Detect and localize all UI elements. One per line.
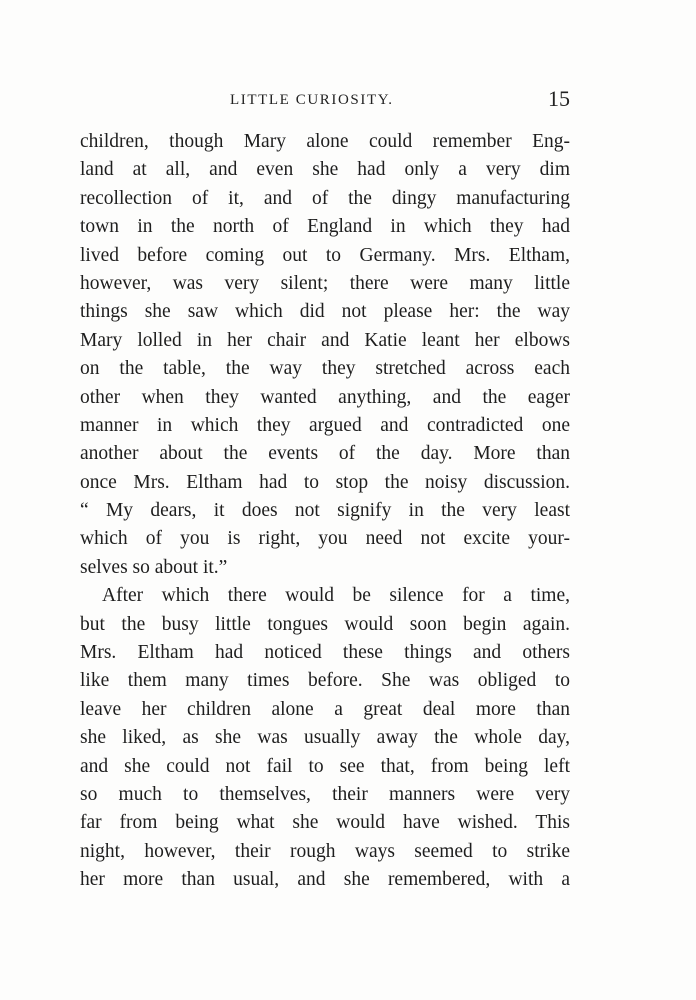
text-line: land at all, and even she had only a very dim bbox=[80, 159, 570, 181]
text-line: however, was very silent; there were many little bbox=[80, 272, 570, 294]
text-line: like them many times before. She was obliged to bbox=[80, 670, 570, 692]
text-line: Mrs. Eltham had noticed these things and others bbox=[80, 642, 570, 664]
text-line: night, however, their rough ways seemed to strike bbox=[80, 840, 570, 862]
text-line: things she saw which did not please her: the way bbox=[80, 301, 570, 323]
text-line: other when they wanted anything, and the eager bbox=[80, 386, 570, 408]
text-line: recollection of it, and of the dingy manufacturing bbox=[80, 187, 570, 209]
text-line: lived before coming out to Germany. Mrs. Eltham, bbox=[80, 244, 570, 266]
text-line: she liked, as she was usually away the whole day, bbox=[80, 727, 570, 749]
text-line: children, though Mary alone could remember Eng- bbox=[80, 131, 570, 152]
text-line: and she could not fail to see that, from being left bbox=[80, 755, 570, 777]
text-line: “ My dears, it does not signify in the very least bbox=[80, 500, 570, 522]
text-line: far from being what she would have wished. This bbox=[80, 812, 570, 834]
text-line: manner in which they argued and contradicted one bbox=[80, 414, 570, 436]
text-line: which of you is right, you need not excite your- bbox=[80, 528, 570, 550]
page-number: 15 bbox=[548, 86, 570, 111]
text-line: selves so about it.” bbox=[80, 556, 228, 578]
text-line: on the table, the way they stretched across each bbox=[80, 358, 570, 380]
running-title: LITTLE CURIOSITY. bbox=[230, 92, 394, 108]
body-text bbox=[80, 128, 570, 895]
text-line: leave her children alone a great deal more than bbox=[80, 698, 570, 720]
text-line: so much to themselves, their manners were very bbox=[80, 783, 570, 805]
text-line: After which there would be silence for a time, bbox=[102, 585, 570, 607]
text-line: Mary lolled in her chair and Katie leant her elbows bbox=[80, 329, 570, 351]
text-line: once Mrs. Eltham had to stop the noisy discussion. bbox=[80, 471, 570, 493]
running-head bbox=[80, 86, 570, 116]
text-line: her more than usual, and she remembered, with a bbox=[80, 869, 570, 891]
text-line: another about the events of the day. More than bbox=[80, 443, 570, 465]
text-line: town in the north of England in which they had bbox=[80, 216, 570, 238]
text-line: but the busy little tongues would soon begin again. bbox=[80, 613, 570, 635]
